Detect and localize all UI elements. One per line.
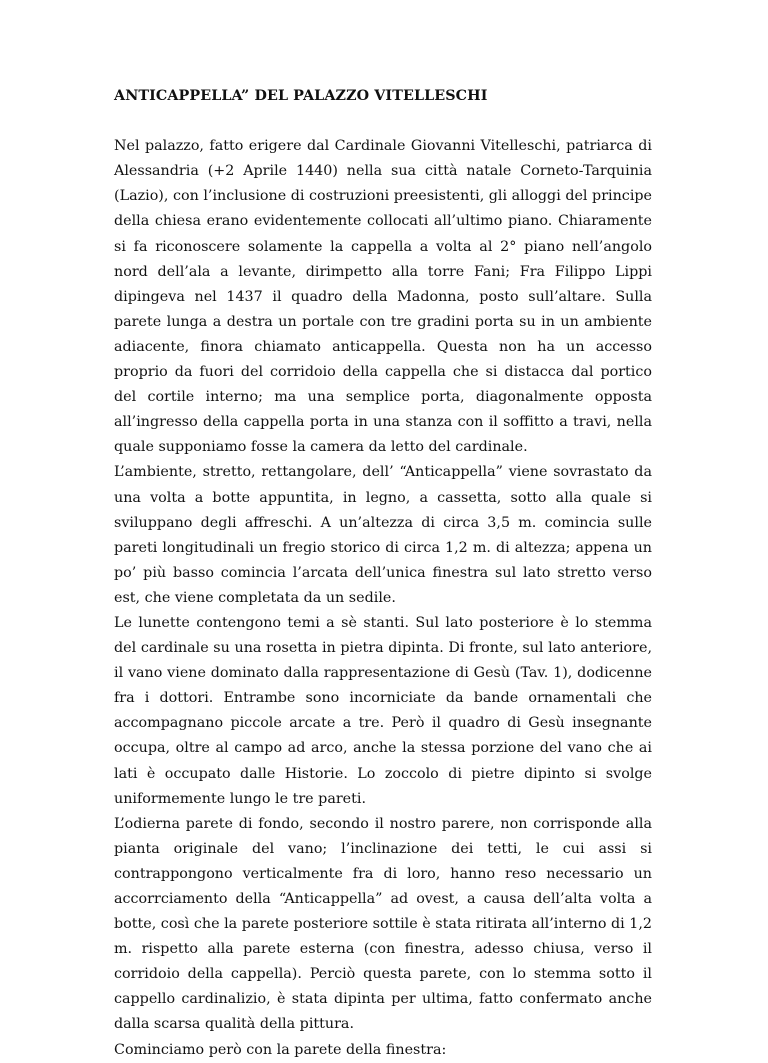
paragraph-room-description: L’ambiente, stretto, rettangolare, dell’ “Anticappella” viene sovrastato da una volta a botte appuntita, in legno, a cassetta, sotto alla quale si sviluppano degli affreschi. A un’altezza di circa 3,5 m. comincia sulle pareti longitudinali un fregio storico di circa 1,2 m. di altezza; appena un po’ più basso comincia l’arcata dell’unica finestra sul lato stretto verso est, che viene completata da un sedile. xyxy=(114,464,652,606)
document-body xyxy=(114,84,652,1063)
document-title: ANTICAPPELLA” DEL PALAZZO VITELLESCHI xyxy=(114,88,488,104)
paragraph-window-wall: Cominciamo però con la parete della finestra: xyxy=(114,1041,447,1058)
paragraph-lunettes: Le lunette contengono temi a sè stanti. Sul lato posteriore è lo stemma del cardinale su una rosetta in pietra dipinta. Di fronte, sul lato anteriore, il vano viene dominato dalla rappresentazione di Gesù (Tav. 1), dodicenne fra i dottori. Entrambe sono incorniciate da bande ornamentali che accompagnano piccole arcate a tre. Però il quadro di Gesù insegnante occupa, oltre al campo ad arco, anche la stessa porzione del vano che ai lati è occupato dalle Historie. Lo zoccolo di pietre dipinto si svolge uniformemente lungo le tre pareti. xyxy=(114,614,652,807)
paragraph-intro: Nel palazzo, fatto erigere dal Cardinale Giovanni Vitelleschi, patriarca di Alessandria (+2 Aprile 1440) nella sua città natale Corneto-Tarquinia (Lazio), con l’inclusione di costruzioni preesistenti, gli alloggi del principe della chiesa erano evidentemente collocati all’ultimo piano. Chiaramente si fa riconoscere solamente la cappella a volta al 2° piano nell’angolo nord dell’ala a levante, dirimpetto alla torre Fani; Fra Filippo Lippi dipingeva nel 1437 il quadro della Madonna, posto sull’altare. Sulla parete lunga a destra un portale con tre gradini porta su in un ambiente adiacente, finora chiamato anticappella. Questa non ha un accesso proprio da fuori del corridoio della cappella che si distacca dal portico del cortile interno; ma una semplice porta, diagonalmente opposta all’ingresso della cappella porta in una stanza con il soffitto a travi, nella quale supponiamo fosse la camera da letto del cardinale. xyxy=(114,138,653,456)
paragraph-back-wall: L’odierna parete di fondo, secondo il nostro parere, non corrisponde alla pianta originale del vano; l’inclinazione dei tetti, le cui assi si contrappongono verticalmente fra di loro, hanno reso necessario un accorrciamento della “Anticappella” ad ovest, a causa dell’alta volta a botte, così che la parete posteriore sottile è stata ritirata all’interno di 1,2 m. rispetto alla parete esterna (con finestra, adesso chiusa, verso il corridoio della cappella). Perciò questa parete, con lo stemma sotto il cappello cardinalizio, è stata dipinta per ultima, fatto confermato anche dalla scarsa qualità della pittura. xyxy=(114,815,652,1033)
